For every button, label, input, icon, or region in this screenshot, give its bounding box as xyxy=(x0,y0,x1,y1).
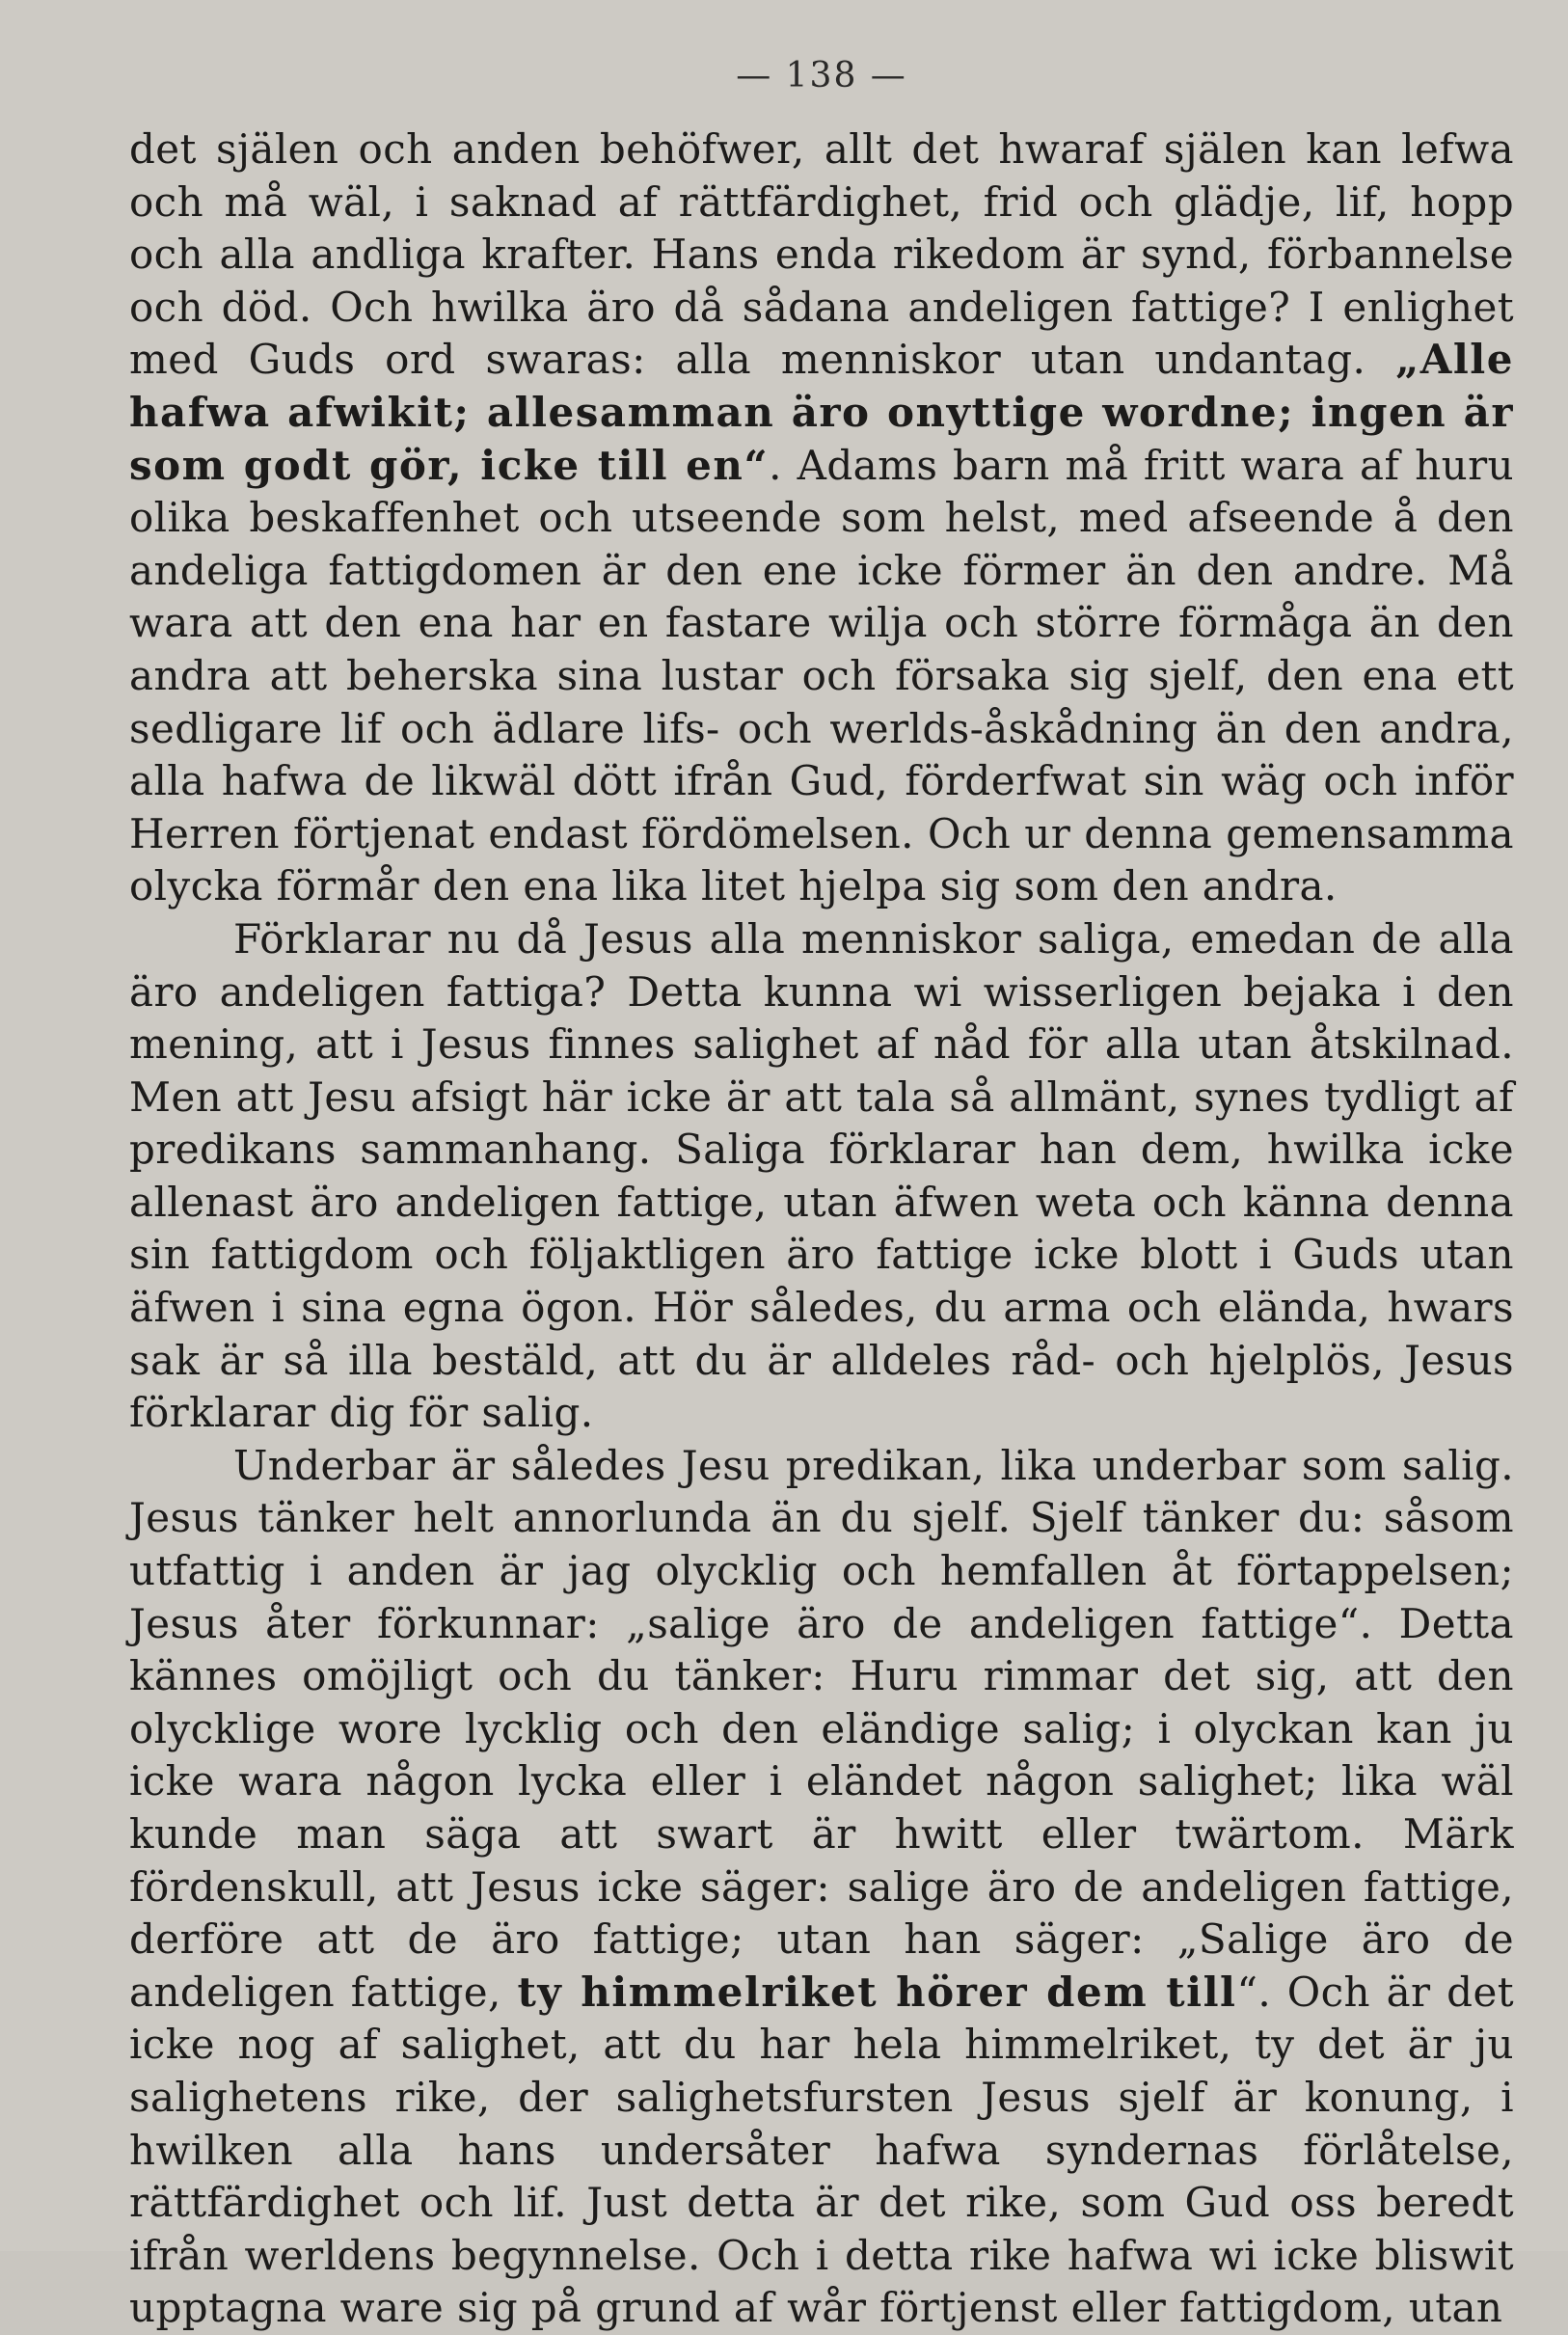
paragraph-1-text-cont: . Adams barn må fritt wara af huru olika beskaffenhet och utseende som helst, med afseende å den andeliga fattigdomen är den ene icke förmer än den andre. Må wara att den ena har en fastare wilja och större förmåga än den andra att beherska sina lustar och försaka sig sjelf, den ena ett sedligare lif och ädlare lifs- och werlds-åskådning än den andra, alla hafwa de likwäl dött ifrån Gud, förderfwat sin wäg och inför Herren förtjenat endast fördömelsen. Och ur denna gemensamma olycka förmår den ena lika litet hjelpa sig som den andra. xyxy=(129,441,1514,910)
paragraph-3-emphasis: ty himmelriket hörer dem till xyxy=(517,1968,1237,2016)
paragraph-2 xyxy=(129,913,1514,1440)
paragraph-2-text: Förklarar nu då Jesus alla menniskor saliga, emedan de alla äro andeligen fattiga? Detta kunna wi wisserligen bejaka i den mening, att i Jesus finnes salighet af nåd för alla utan åtskilnad. Men att Jesu afsigt här icke är att tala så allmänt, synes tydligt af predikans sammanhang. Saliga förklarar han dem, hwilka icke allenast äro andeligen fattige, utan äfwen weta och känna denna sin fattigdom och följaktligen äro fattige icke blott i Guds utan äfwen i sina egna ögon. Hör således, du arma och elända, hwars sak är så illa bestäld, att du är alldeles råd- och hjelplös, Jesus förklarar dig för salig. xyxy=(129,914,1514,1437)
paragraph-1-text: det själen och anden behöfwer, allt det hwaraf själen kan lefwa och må wäl, i saknad af rättfärdighet, frid och glädje, lif, hopp och alla andliga krafter. Hans enda rikedom är synd, förbannelse och död. Och hwilka äro då sådana andeligen fattige? I enlighet med Guds ord swaras: alla menniskor utan undantag. xyxy=(129,125,1514,384)
page-number: — 138 — xyxy=(736,56,907,95)
paragraph-1 xyxy=(129,123,1514,913)
paragraph-3-text: Underbar är således Jesu predikan, lika underbar som salig. Jesus tänker helt annorlunda än du sjelf. Sjelf tänker du: såsom utfattig i anden är jag olycklig och hemfallen åt förtappelsen; Jesus åter förkunnar: „salige äro de andeligen fattige“. Detta kännes omöjligt och du tänker: Huru rimmar det sig, att den olycklige wore lycklig och den eländige salig; i olyckan kan ju icke wara någon lycka eller i eländet någon salighet; lika wäl kunde man säga att swart är hwitt eller twärtom. Märk fördenskull, att Jesus icke säger: salige äro de andeligen fattige, derföre att de äro fattige; utan han säger: „Salige äro de andeligen fattige, xyxy=(129,1441,1514,2016)
paragraph-3-text-cont: “. Och är det icke nog af salighet, att du har hela himmelriket, ty det är ju salighetens rike, der salighetsfursten Jesus sjelf är konung, i hwilken alla hans undersåter hafwa syndernas förlåtelse, rättfärdighet och lif. Just detta är det rike, som Gud oss beredt ifrån werldens begynnelse. Och i detta rike hafwa wi icke bliswit upptagna ware sig på grund af wår förtjenst eller fattigdom, utan xyxy=(129,1968,1514,2332)
body-text xyxy=(129,123,1514,2335)
paragraph-3 xyxy=(129,1440,1514,2335)
paragraph-1-emphasis: „Alle hafwa afwikit; allesamman äro onyttige wordne; ingen är som godt gör, icke till en“ xyxy=(129,336,1514,489)
